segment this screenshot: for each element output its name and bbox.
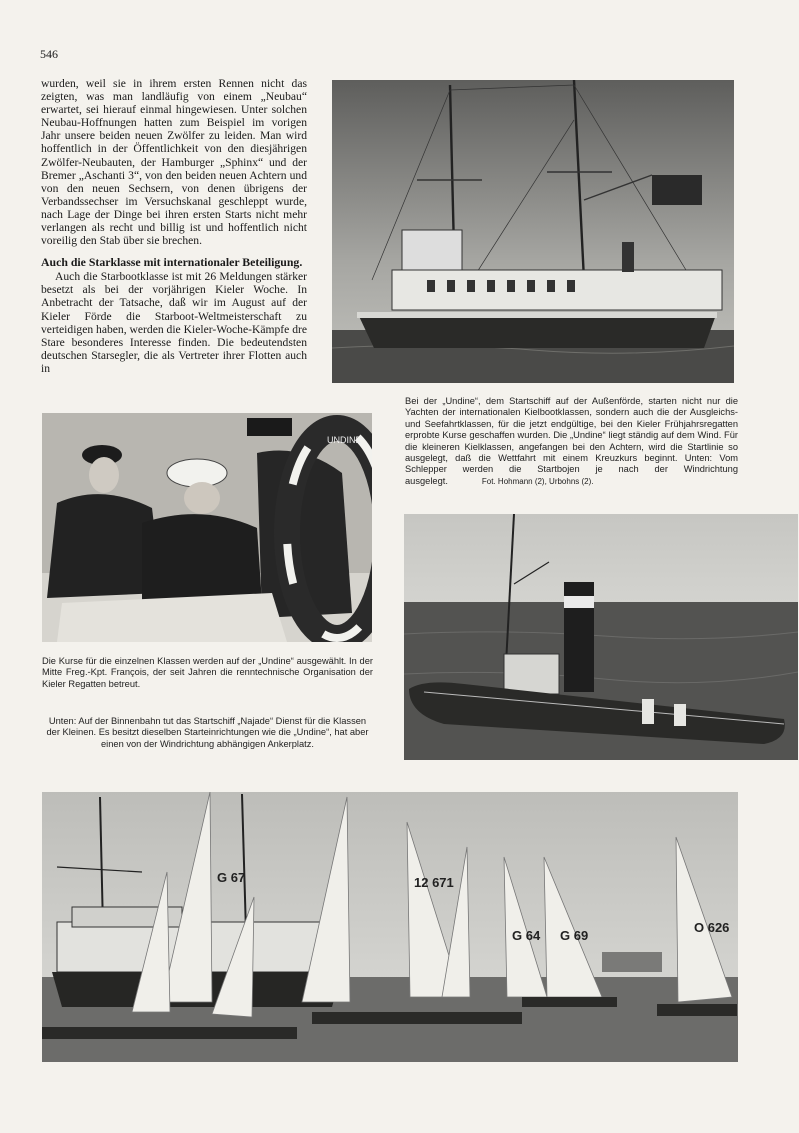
page-number: 546 [40, 47, 58, 61]
sail-number-2: 12 671 [414, 875, 454, 890]
photo-officers-chart [42, 413, 372, 642]
caption-undine [405, 396, 738, 487]
article-paragraph-1: wurden, weil sie in ihrem ersten Rennen nicht das zeigten, was man landläufig von einem „Neubau“ erwartet, sei hierauf einmal hingewiesen. Unter solchen Neubau-Hoffnungen hatten zum Beispiel im vorigen Jahr unsere beiden neuen Zwölfer zu leiden. Man wird hoffentlich in der Öffentlichkeit von den diesjährigen Zwölfer-Neubauten, der Hamburger „Sphinx“ und der Bremer „Aschanti 3“, von den beiden neuen Achtern und von den neuen Sechsern, von denen übrigens der Verbandssechser im Versuchskanal geschleppt wurde, nach Lage der Dinge bei ihren ersten Starts nicht mehr verlangen als recht und billig ist und hoffentlich nicht voreilig den Stab über sie brechen. [41, 77, 307, 248]
caption-undine-text: Bei der „Undine“, dem Startschiff auf der Außenförde, starten nicht nur die Yachten der internationalen Kielbootklassen, sondern auch die der Ausgleichs- und Seefahrtklassen, für die jetzt endgültige, bei den Kieler Frühjahrsregatten erprobte Kurse geschaffen wurden. Die „Undine“ liegt ständig auf dem Wind. Für die kleineren Kielklassen, angefangen bei den Achtern, wird die Startlinie so ausgelegt, daß die Wettfahrt mit einem Kreuzkurs beginnt. Unten: Vom Schlepper werden die Startbojen je nach der Windrichtung ausgelegt. [405, 396, 738, 486]
sail-number-3: G 64 [512, 928, 541, 943]
sail-number-5: O 626 [694, 920, 730, 935]
article-paragraph-2: Auch die Starbootklasse ist mit 26 Meldungen stärker besetzt als bei der vorjährigen Kieler Woche. In Anbetracht der Tatsache, daß wir im August auf der Kieler Förde die Starboot-Weltmeisterschaft zu verteidigen haben, werden die Kieler-Woche-Kämpfe dre Stare besonderes Interesse finden. Die bedeutendsten deutschen Starsegler, die als Vertreter ihrer Flotten auch in [41, 270, 308, 375]
photo-tug-boat [404, 514, 798, 760]
article-text [41, 77, 307, 375]
caption-najade: Unten: Auf der Binnenbahn tut das Startschiff „Najade“ Dienst für die Klassen der Kleinen. Es besitzt dieselben Starteinrichtungen wie die „Undine“, hat aber einen von der Windrichtung abhängigen Ankerplatz. [46, 716, 369, 749]
article-heading: Auch die Starklasse mit internationaler Beteiligung. [41, 255, 303, 270]
photo-undine-ship [332, 80, 734, 383]
caption-officers: Die Kurse für die einzelnen Klassen werden auf der „Undine“ ausgewählt. In der Mitte Freg.-Kpt. François, der seit Jahren die renntechnische Organisation der Kieler Regatten betreut. [42, 656, 373, 689]
sail-number-4: G 69 [560, 928, 589, 943]
lifebuoy-lettering: UNDINE [327, 435, 362, 445]
photo-najade-regatta [42, 792, 738, 1062]
sail-number-1: G 67 [217, 870, 246, 885]
photo-credit: Fot. Hohmann (2), Urbohns (2). [481, 476, 594, 486]
